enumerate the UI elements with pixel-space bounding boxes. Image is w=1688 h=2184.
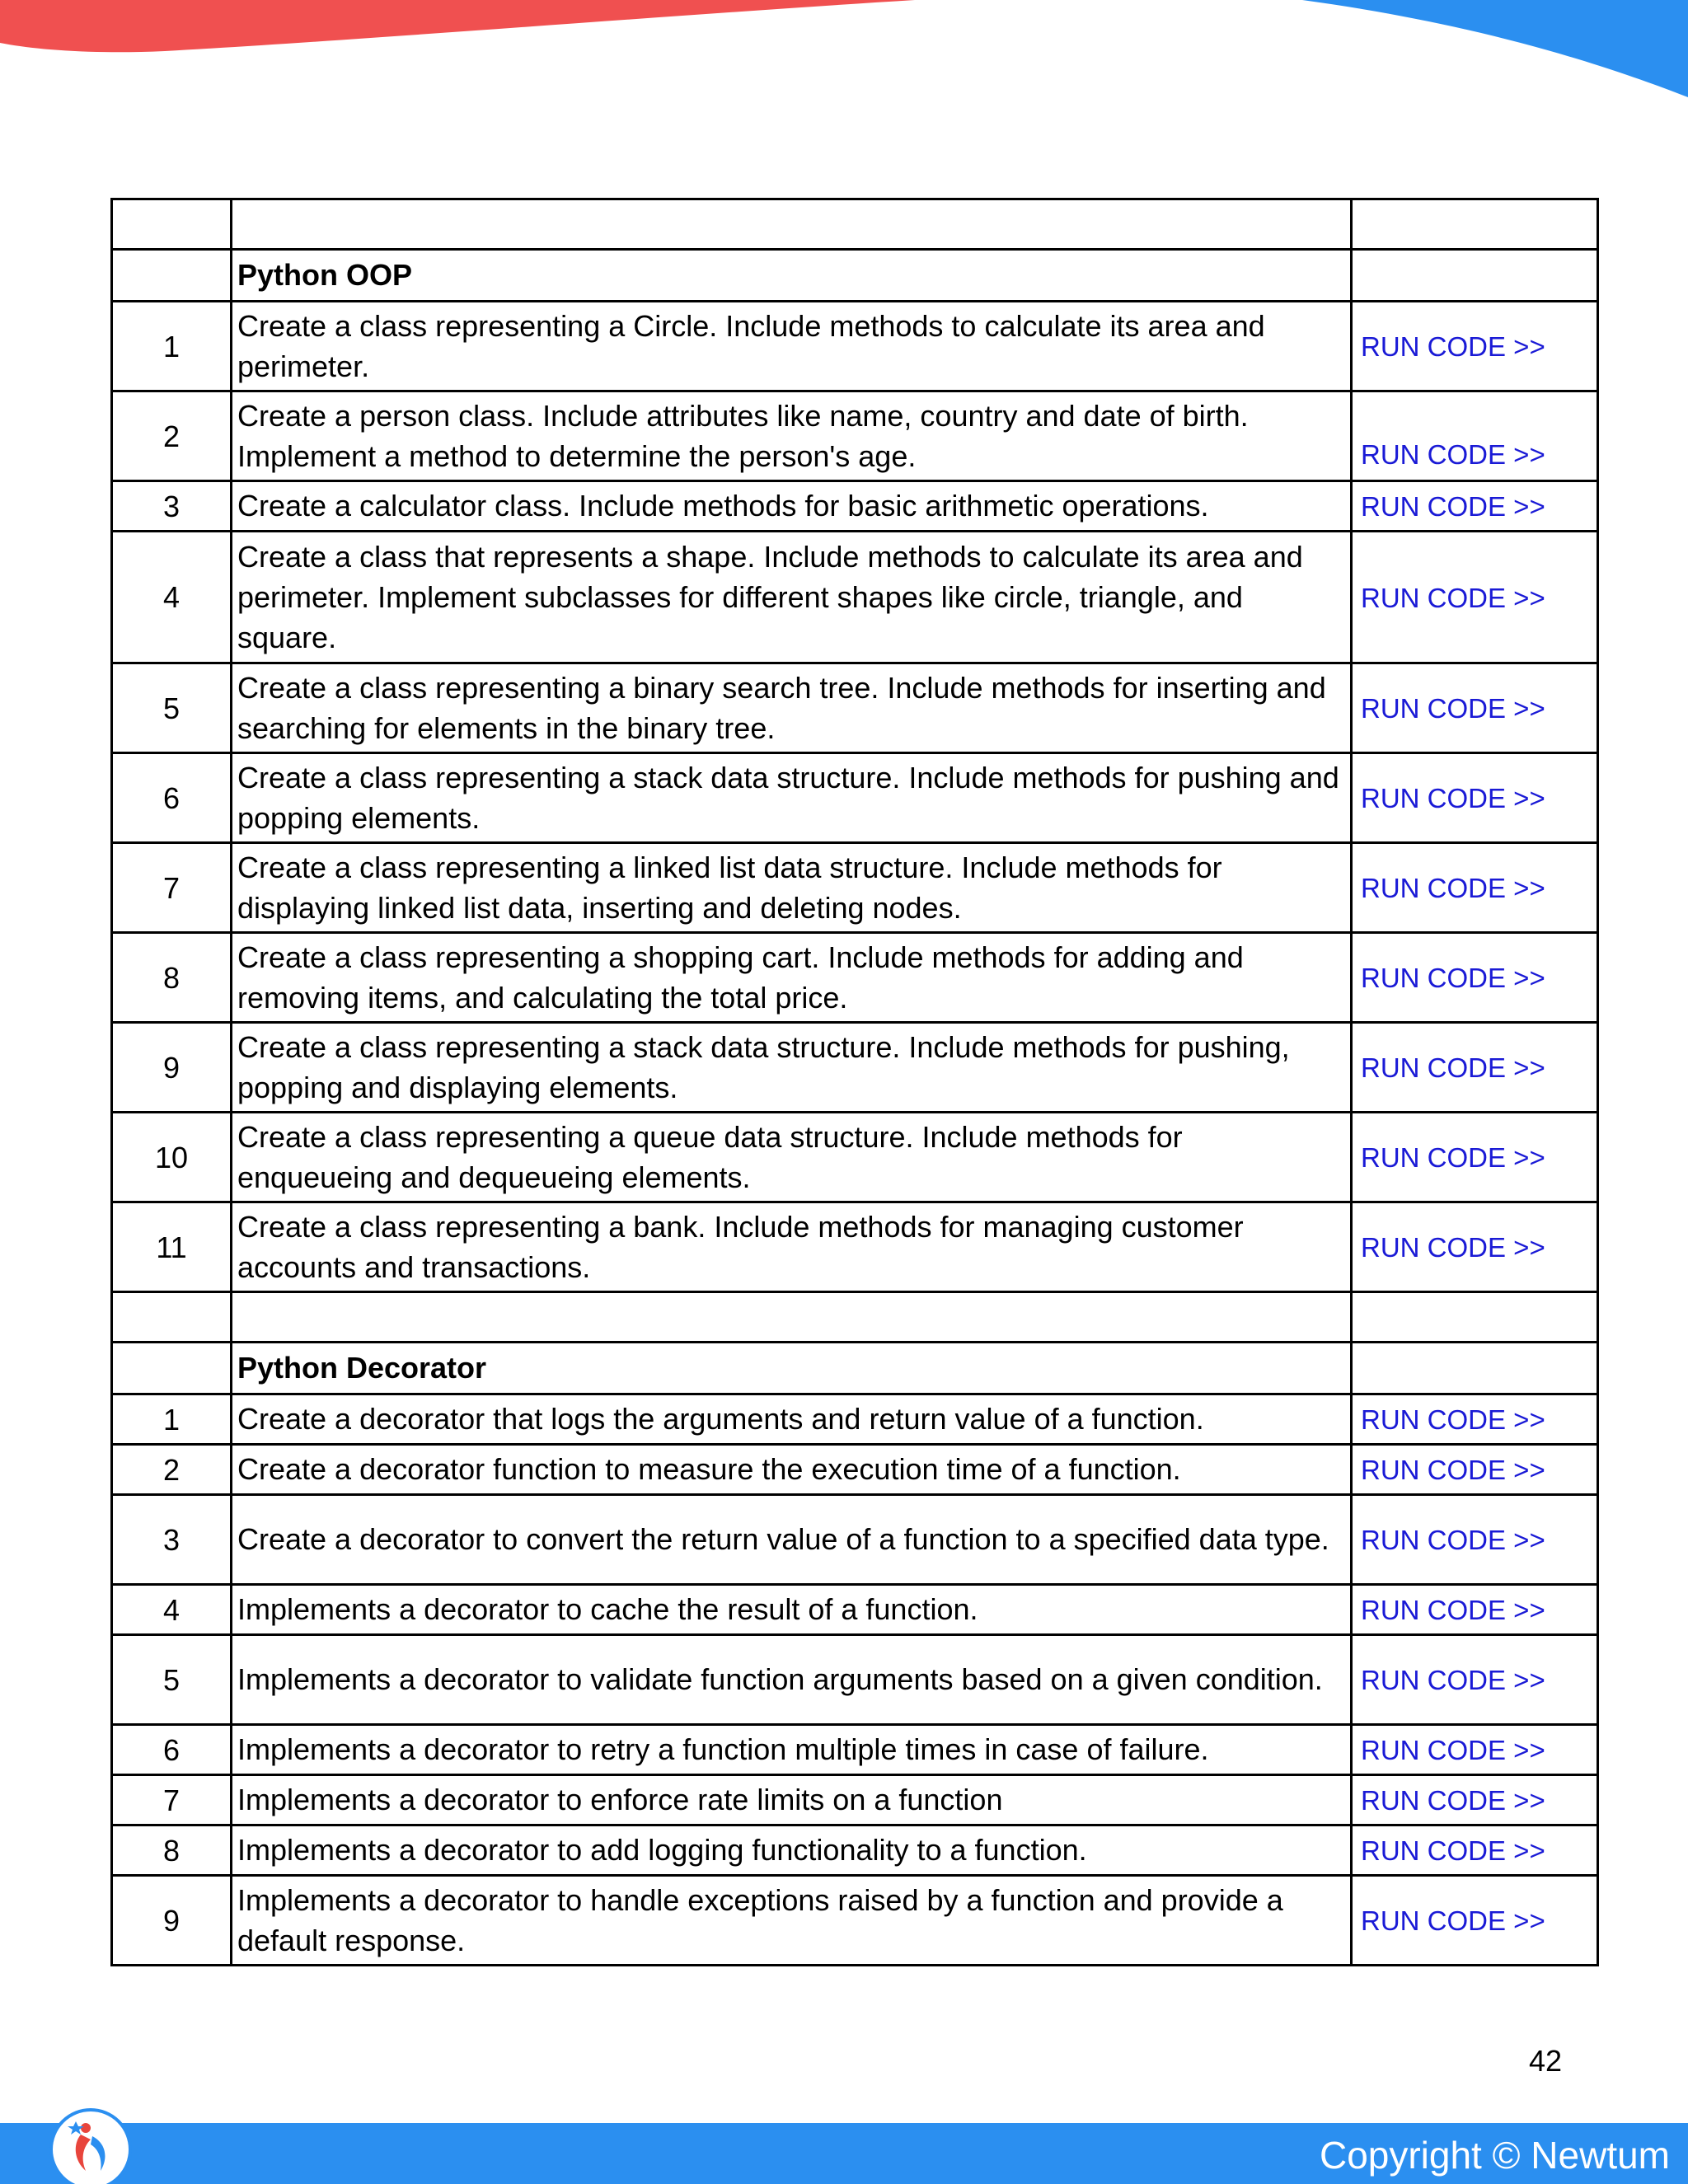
newtum-logo-icon xyxy=(40,2103,142,2184)
red-wave xyxy=(0,0,915,52)
row-description: Create a person class. Include attributes like name, country and date of birth. Implement a method to determine the person's age. xyxy=(232,391,1352,481)
blank-cell xyxy=(232,1292,1352,1343)
table-row xyxy=(112,663,1598,753)
section-header-row xyxy=(112,1343,1598,1394)
run-code-link[interactable]: RUN CODE >> xyxy=(1361,1052,1545,1083)
row-description: Create a calculator class. Include methods for basic arithmetic operations. xyxy=(232,481,1352,532)
run-code-cell xyxy=(1352,532,1598,663)
table-row xyxy=(112,843,1598,933)
run-code-cell xyxy=(1352,1023,1598,1113)
run-code-cell xyxy=(1352,933,1598,1023)
run-code-cell xyxy=(1352,1825,1598,1876)
table-row xyxy=(112,1202,1598,1292)
table-row xyxy=(112,302,1598,391)
blank-cell xyxy=(1352,1343,1598,1394)
run-code-cell xyxy=(1352,1394,1598,1445)
row-number: 2 xyxy=(112,391,232,481)
row-number: 7 xyxy=(112,843,232,933)
row-description: Create a class representing a Circle. Include methods to calculate its area and perimeter. xyxy=(232,302,1352,391)
blank-cell xyxy=(232,199,1352,250)
run-code-link[interactable]: RUN CODE >> xyxy=(1361,491,1545,522)
row-description: Create a class that represents a shape. Include methods to calculate its area and perimeter. Implement subclasses for different shapes like circle, triangle, and square. xyxy=(232,532,1352,663)
row-number: 6 xyxy=(112,753,232,843)
blue-wave xyxy=(1302,0,1688,97)
table-row xyxy=(112,532,1598,663)
row-number: 4 xyxy=(112,1585,232,1635)
row-number: 3 xyxy=(112,1495,232,1585)
section-title-oop: Python OOP xyxy=(232,250,1352,302)
run-code-cell xyxy=(1352,1585,1598,1635)
run-code-link[interactable]: RUN CODE >> xyxy=(1361,1665,1545,1695)
decorator-rows xyxy=(112,1394,1598,1966)
row-number: 1 xyxy=(112,302,232,391)
row-number: 8 xyxy=(112,933,232,1023)
section-header-row xyxy=(112,250,1598,302)
table-row xyxy=(112,1394,1598,1445)
row-description: Create a class representing a stack data structure. Include methods for pushing and popping elements. xyxy=(232,753,1352,843)
run-code-cell xyxy=(1352,481,1598,532)
row-description: Create a class representing a binary search tree. Include methods for inserting and searching for elements in the binary tree. xyxy=(232,663,1352,753)
page-number: 42 xyxy=(1529,2044,1563,2078)
table-row xyxy=(112,1113,1598,1202)
run-code-link[interactable]: RUN CODE >> xyxy=(1361,1835,1545,1866)
run-code-link[interactable]: RUN CODE >> xyxy=(1361,1595,1545,1625)
row-description: Create a class representing a stack data structure. Include methods for pushing, popping and displaying elements. xyxy=(232,1023,1352,1113)
row-description: Implements a decorator to cache the result of a function. xyxy=(232,1585,1352,1635)
table-row xyxy=(112,1876,1598,1966)
row-description: Create a decorator function to measure the execution time of a function. xyxy=(232,1445,1352,1495)
row-description: Implements a decorator to validate function arguments based on a given condition. xyxy=(232,1635,1352,1725)
run-code-cell xyxy=(1352,1113,1598,1202)
table-row xyxy=(112,481,1598,532)
row-number: 8 xyxy=(112,1825,232,1876)
run-code-link[interactable]: RUN CODE >> xyxy=(1361,1525,1545,1555)
run-code-cell xyxy=(1352,753,1598,843)
row-number: 9 xyxy=(112,1876,232,1966)
row-number: 7 xyxy=(112,1775,232,1825)
row-description: Create a class representing a bank. Include methods for managing customer accounts and transactions. xyxy=(232,1202,1352,1292)
run-code-cell xyxy=(1352,302,1598,391)
row-number: 1 xyxy=(112,1394,232,1445)
copyright-text: Copyright © Newtum xyxy=(1319,2134,1670,2177)
row-description: Implements a decorator to enforce rate limits on a function xyxy=(232,1775,1352,1825)
run-code-link[interactable]: RUN CODE >> xyxy=(1361,582,1545,613)
row-number: 5 xyxy=(112,663,232,753)
table-row xyxy=(112,1725,1598,1775)
row-number: 4 xyxy=(112,532,232,663)
run-code-cell xyxy=(1352,391,1598,481)
table-row xyxy=(112,933,1598,1023)
row-number: 3 xyxy=(112,481,232,532)
run-code-link[interactable]: RUN CODE >> xyxy=(1361,439,1545,470)
exercise-table xyxy=(110,198,1599,1966)
run-code-cell xyxy=(1352,1495,1598,1585)
run-code-link[interactable]: RUN CODE >> xyxy=(1361,1404,1545,1435)
row-number: 11 xyxy=(112,1202,232,1292)
blank-cell xyxy=(112,1292,232,1343)
top-wave-decoration xyxy=(0,0,1688,107)
table-row xyxy=(112,1825,1598,1876)
table-row xyxy=(112,1635,1598,1725)
table-row xyxy=(112,1023,1598,1113)
row-description: Create a class representing a shopping cart. Include methods for adding and removing items, and calculating the total price. xyxy=(232,933,1352,1023)
blank-cell xyxy=(112,199,232,250)
table-row xyxy=(112,391,1598,481)
row-description: Implements a decorator to retry a function multiple times in case of failure. xyxy=(232,1725,1352,1775)
run-code-cell xyxy=(1352,1876,1598,1966)
blank-cell xyxy=(1352,199,1598,250)
blank-cell xyxy=(112,1343,232,1394)
run-code-link[interactable]: RUN CODE >> xyxy=(1361,693,1545,724)
table-row xyxy=(112,753,1598,843)
row-number: 5 xyxy=(112,1635,232,1725)
row-description: Implements a decorator to handle exceptions raised by a function and provide a default response. xyxy=(232,1876,1352,1966)
row-description: Implements a decorator to add logging functionality to a function. xyxy=(232,1825,1352,1876)
section-title-decorator: Python Decorator xyxy=(232,1343,1352,1394)
table-row xyxy=(112,1495,1598,1585)
run-code-link[interactable]: RUN CODE >> xyxy=(1361,783,1545,813)
run-code-link[interactable]: RUN CODE >> xyxy=(1361,873,1545,903)
table-row xyxy=(112,1585,1598,1635)
row-number: 6 xyxy=(112,1725,232,1775)
row-number: 10 xyxy=(112,1113,232,1202)
run-code-link[interactable]: RUN CODE >> xyxy=(1361,1232,1545,1263)
blank-row xyxy=(112,1292,1598,1343)
run-code-link[interactable]: RUN CODE >> xyxy=(1361,1455,1545,1485)
run-code-link[interactable]: RUN CODE >> xyxy=(1361,1785,1545,1816)
row-description: Create a class representing a queue data structure. Include methods for enqueueing and dequeueing elements. xyxy=(232,1113,1352,1202)
run-code-cell xyxy=(1352,1445,1598,1495)
blank-cell xyxy=(112,250,232,302)
run-code-link[interactable]: RUN CODE >> xyxy=(1361,1735,1545,1765)
run-code-link[interactable]: RUN CODE >> xyxy=(1361,331,1545,362)
row-description: Create a decorator that logs the arguments and return value of a function. xyxy=(232,1394,1352,1445)
run-code-link[interactable]: RUN CODE >> xyxy=(1361,1142,1545,1173)
table-row xyxy=(112,1775,1598,1825)
blank-row xyxy=(112,199,1598,250)
run-code-cell xyxy=(1352,1725,1598,1775)
run-code-cell xyxy=(1352,663,1598,753)
row-description: Create a decorator to convert the return value of a function to a specified data type. xyxy=(232,1495,1352,1585)
run-code-link[interactable]: RUN CODE >> xyxy=(1361,1905,1545,1936)
blank-cell xyxy=(1352,250,1598,302)
oop-rows xyxy=(112,302,1598,1292)
run-code-cell xyxy=(1352,843,1598,933)
run-code-cell xyxy=(1352,1775,1598,1825)
row-description: Create a class representing a linked list data structure. Include methods for displaying linked list data, inserting and deleting nodes. xyxy=(232,843,1352,933)
row-number: 2 xyxy=(112,1445,232,1495)
run-code-cell xyxy=(1352,1202,1598,1292)
run-code-link[interactable]: RUN CODE >> xyxy=(1361,963,1545,993)
run-code-cell xyxy=(1352,1635,1598,1725)
row-number: 9 xyxy=(112,1023,232,1113)
table-row xyxy=(112,1445,1598,1495)
blank-cell xyxy=(1352,1292,1598,1343)
